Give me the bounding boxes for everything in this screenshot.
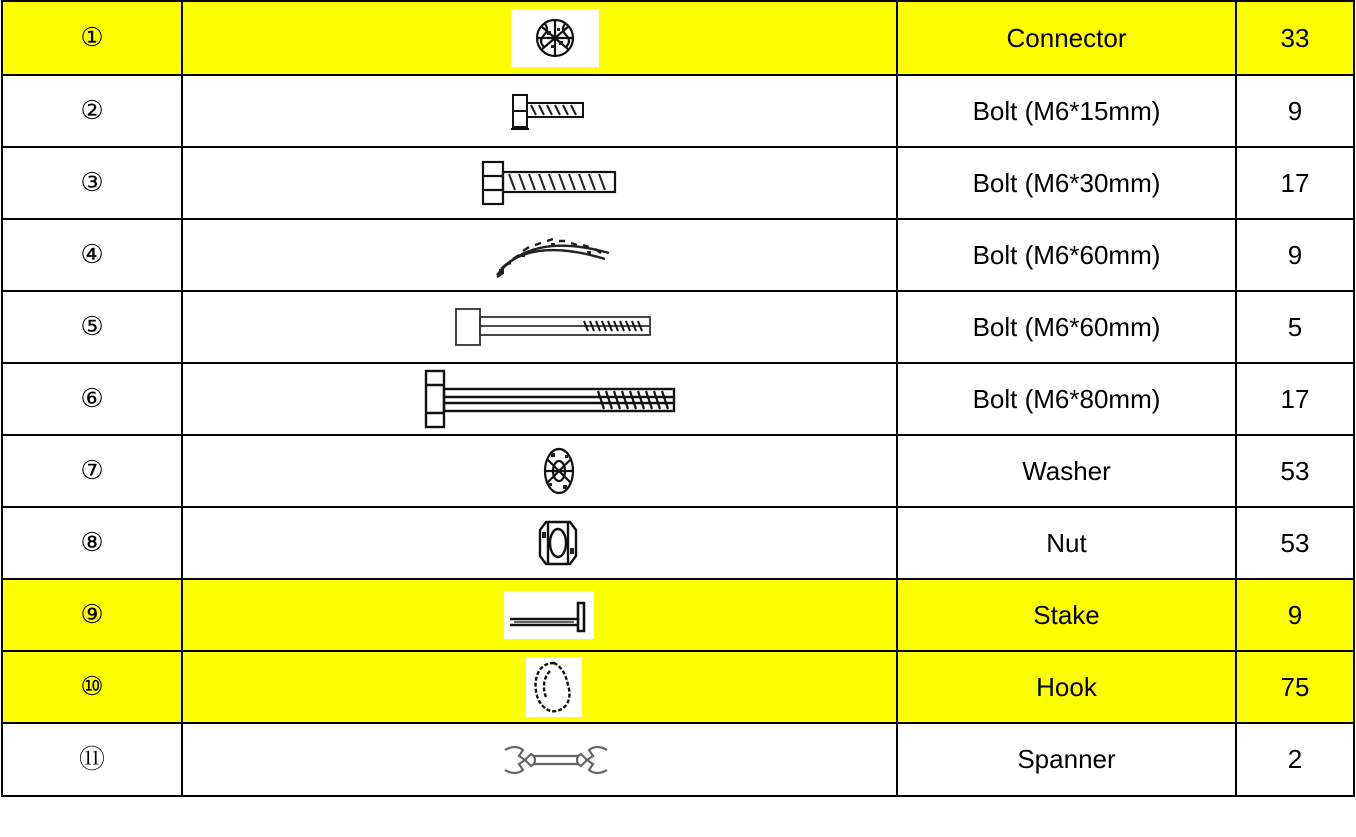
item-number-cell: [2, 75, 182, 147]
item-quantity: 33: [1236, 1, 1354, 75]
item-number-cell: [2, 363, 182, 435]
item-picture-cell: [182, 219, 897, 291]
hook-icon: [526, 657, 582, 717]
item-number: ⑨: [80, 600, 104, 630]
item-number-cell: [2, 219, 182, 291]
item-quantity: 75: [1236, 651, 1354, 723]
item-picture-cell: [182, 147, 897, 219]
long-bolt-icon: [454, 305, 654, 349]
table-row: [2, 723, 1354, 796]
washer-icon: [539, 443, 579, 499]
item-name: Spanner: [897, 723, 1236, 796]
item-quantity: 9: [1236, 75, 1354, 147]
item-picture-cell: [182, 723, 897, 796]
table-row: [2, 363, 1354, 435]
item-number: ④: [80, 240, 104, 270]
table-row: [2, 147, 1354, 219]
item-number-cell: [2, 723, 182, 796]
table-row: [2, 1, 1354, 75]
medium-bolt-icon: [479, 158, 619, 208]
item-number-cell: [2, 435, 182, 507]
item-number-cell: [2, 1, 182, 75]
spanner-icon: [501, 742, 611, 778]
table-row: [2, 651, 1354, 723]
item-quantity: 5: [1236, 291, 1354, 363]
item-name: Connector: [897, 1, 1236, 75]
item-quantity: 2: [1236, 723, 1354, 796]
table-row: [2, 507, 1354, 579]
curved-bolt-icon: [491, 229, 615, 281]
item-picture-cell: [182, 75, 897, 147]
item-number: ⑧: [80, 528, 104, 558]
stake-icon: [504, 591, 594, 639]
connector-icon: [511, 9, 599, 67]
item-number-cell: [2, 147, 182, 219]
item-number-cell: [2, 651, 182, 723]
item-picture-cell: [182, 291, 897, 363]
item-quantity: 53: [1236, 507, 1354, 579]
item-picture-cell: [182, 579, 897, 651]
item-quantity: 53: [1236, 435, 1354, 507]
item-number: ③: [80, 168, 104, 198]
short-bolt-icon: [509, 89, 589, 133]
item-number-cell: [2, 579, 182, 651]
table-row: [2, 291, 1354, 363]
item-number: ⑦: [80, 456, 104, 486]
item-quantity: 17: [1236, 363, 1354, 435]
table-row: [2, 219, 1354, 291]
item-quantity: 9: [1236, 219, 1354, 291]
table-row: [2, 75, 1354, 147]
nut-icon: [536, 518, 580, 568]
item-name: Stake: [897, 579, 1236, 651]
table-row: [2, 435, 1354, 507]
item-picture-cell: [182, 363, 897, 435]
item-quantity: 9: [1236, 579, 1354, 651]
item-number: ①: [80, 23, 104, 53]
item-name: Bolt (M6*15mm): [897, 75, 1236, 147]
table-row: [2, 579, 1354, 651]
item-number-cell: [2, 291, 182, 363]
extra-long-bolt-icon: [422, 367, 678, 431]
item-picture-cell: [182, 435, 897, 507]
item-number: ⑪: [78, 744, 105, 775]
item-name: Bolt (M6*30mm): [897, 147, 1236, 219]
item-number-cell: [2, 507, 182, 579]
item-number: ⑤: [80, 312, 104, 342]
item-number: ⑩: [80, 672, 104, 702]
item-name: Bolt (M6*60mm): [897, 219, 1236, 291]
item-name: Bolt (M6*80mm): [897, 363, 1236, 435]
item-number: ⑥: [80, 384, 104, 414]
item-number: ②: [80, 96, 104, 126]
item-name: Bolt (M6*60mm): [897, 291, 1236, 363]
item-quantity: 17: [1236, 147, 1354, 219]
item-name: Nut: [897, 507, 1236, 579]
item-name: Hook: [897, 651, 1236, 723]
parts-table: [1, 0, 1355, 797]
item-picture-cell: [182, 507, 897, 579]
item-name: Washer: [897, 435, 1236, 507]
item-picture-cell: [182, 651, 897, 723]
item-picture-cell: [182, 1, 897, 75]
